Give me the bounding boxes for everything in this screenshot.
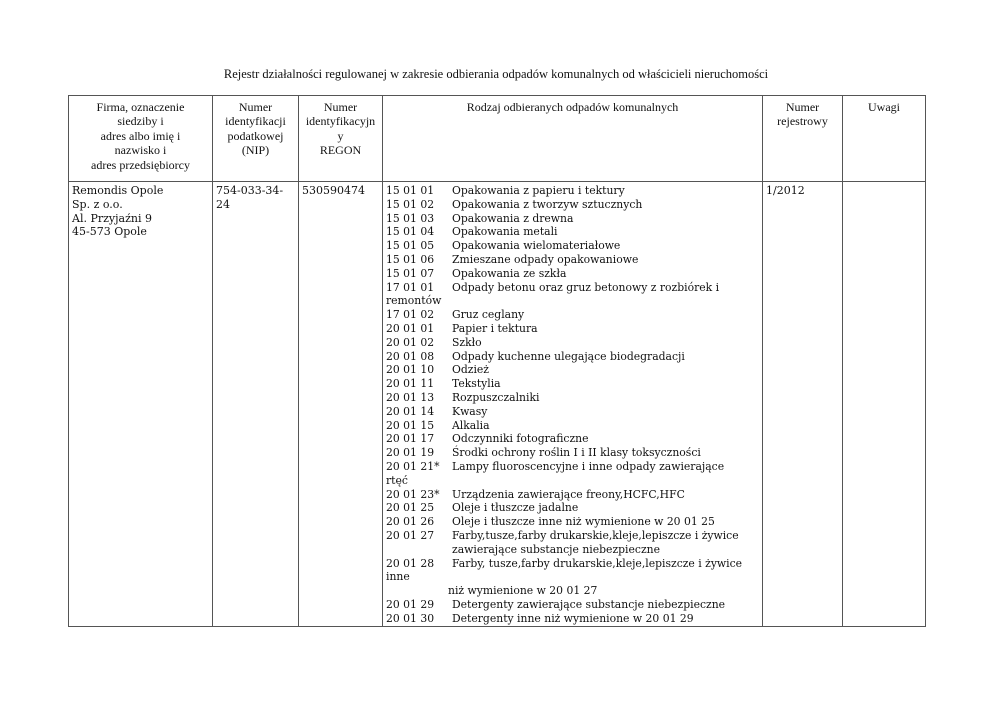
waste-code: 17 01 01 [386, 280, 435, 294]
cell-firm: Remondis Opole Sp. z o.o. Al. Przyjaźni 9 45-573 Opole [69, 182, 213, 627]
waste-line [386, 198, 762, 212]
header-regon: Numer identyfikacyjn y REGON [299, 96, 383, 182]
waste-code: 20 01 30 [386, 611, 435, 625]
waste-line [386, 239, 762, 253]
waste-continuation: niż wymienione w 20 01 27 [448, 584, 598, 598]
waste-description: Opakowania wielomateriałowe [452, 239, 621, 253]
waste-description: Detergenty inne niż wymienione w 20 01 29 [452, 611, 694, 625]
cell-notes [843, 182, 926, 627]
waste-line [386, 350, 762, 364]
waste-description: Opakowania metali [452, 225, 558, 239]
waste-description: Lampy fluoroscencyjne i inne odpady zawierające [452, 459, 725, 473]
waste-description: Detergenty zawierające substancje niebezpieczne [452, 597, 726, 611]
waste-code: 20 01 13 [386, 390, 435, 404]
waste-description: Odpady kuchenne ulegające biodegradacji [452, 349, 685, 363]
waste-line [386, 446, 762, 460]
register-table [68, 95, 926, 627]
waste-description: Alkalia [452, 418, 490, 432]
waste-line [386, 308, 762, 322]
waste-description: Środki ochrony roślin I i II klasy toksyczności [452, 446, 701, 460]
waste-description: Opakowania z drewna [452, 211, 574, 225]
waste-line [386, 612, 762, 626]
waste-description: Opakowania z tworzyw sztucznych [452, 197, 643, 211]
waste-line [386, 405, 762, 419]
waste-code: 20 01 15 [386, 418, 435, 432]
waste-code: 20 01 27 [386, 528, 435, 542]
waste-code: 20 01 19 [386, 446, 435, 460]
waste-line [386, 529, 762, 543]
waste-description: Oleje i tłuszcze jadalne [452, 501, 579, 515]
waste-list [383, 182, 762, 626]
waste-description: Odpady betonu oraz gruz betonowy z rozbiórek i [452, 280, 720, 294]
waste-code: 20 01 11 [386, 377, 435, 391]
waste-line [386, 501, 762, 515]
cell-waste [383, 182, 763, 627]
waste-line [386, 281, 762, 295]
waste-code: 20 01 21* [386, 459, 440, 473]
waste-code: 20 01 01 [386, 321, 435, 335]
waste-line [386, 419, 762, 433]
waste-continuation: remontów [386, 294, 442, 308]
waste-description: Zmieszane odpady opakowaniowe [452, 252, 639, 266]
waste-continuation: inne [386, 570, 410, 584]
waste-code: 17 01 02 [386, 308, 435, 322]
waste-description: Opakowania ze szkła [452, 266, 567, 280]
header-reg-no: Numer rejestrowy [763, 96, 843, 182]
waste-code: 15 01 03 [386, 211, 435, 225]
table-row [69, 182, 926, 627]
waste-line [386, 184, 762, 198]
header-firm: Firma, oznaczenie siedziby i adres albo imię i nazwisko i adres przedsiębiorcy [69, 96, 213, 182]
waste-line [386, 557, 762, 571]
waste-line [386, 432, 762, 446]
waste-line [386, 488, 762, 502]
waste-code: 15 01 01 [386, 184, 435, 197]
waste-code: 20 01 29 [386, 597, 435, 611]
waste-description: Farby,tusze,farby drukarskie,kleje,lepiszcze i żywice [452, 528, 739, 542]
waste-description: Gruz ceglany [452, 308, 525, 322]
document-title: Rejestr działalności regulowanej w zakresie odbierania odpadów komunalnych od właścicieli nieruchomości [223, 67, 769, 81]
waste-description: Papier i tektura [452, 321, 538, 335]
waste-code: 20 01 02 [386, 335, 435, 349]
cell-nip: 754-033-34- 24 [213, 182, 299, 627]
header-notes: Uwagi [843, 96, 926, 182]
cell-reg-no: 1/2012 [763, 182, 843, 627]
waste-description: Farby, tusze,farby drukarskie,kleje,lepiszcze i żywice [452, 556, 743, 570]
waste-description: Opakowania z papieru i tektury [452, 184, 625, 197]
waste-code: 15 01 07 [386, 266, 435, 280]
header-nip: Numer identyfikacji podatkowej (NIP) [213, 96, 299, 182]
waste-description: Odzież [452, 363, 489, 377]
waste-description: Oleje i tłuszcze inne niż wymienione w 20 01 25 [452, 515, 715, 529]
waste-description: Odczynniki fotograficzne [452, 432, 589, 446]
waste-line [386, 267, 762, 281]
header-waste: Rodzaj odbieranych odpadów komunalnych [383, 96, 763, 182]
waste-description: Tekstylia [452, 377, 501, 391]
waste-code: 15 01 06 [386, 252, 435, 266]
header-row [69, 96, 926, 182]
waste-line [386, 598, 762, 612]
waste-line [386, 515, 762, 529]
waste-line [386, 322, 762, 336]
waste-description: Kwasy [452, 404, 488, 418]
waste-code: 20 01 23* [386, 487, 440, 501]
waste-line [386, 225, 762, 239]
waste-code: 15 01 04 [386, 225, 435, 239]
waste-continuation: zawierające substancje niebezpieczne [452, 542, 660, 556]
waste-code: 20 01 08 [386, 349, 435, 363]
waste-code: 15 01 02 [386, 197, 435, 211]
waste-line [386, 391, 762, 405]
waste-code: 20 01 28 [386, 556, 435, 570]
waste-code: 20 01 25 [386, 501, 435, 515]
waste-code: 20 01 26 [386, 515, 435, 529]
waste-description: Urządzenia zawierające freony,HCFC,HFC [452, 487, 685, 501]
waste-line [386, 363, 762, 377]
waste-code: 20 01 17 [386, 432, 435, 446]
waste-line [386, 336, 762, 350]
waste-description: Rozpuszczalniki [452, 390, 540, 404]
waste-line [386, 212, 762, 226]
waste-code: 20 01 14 [386, 404, 435, 418]
waste-code: 15 01 05 [386, 239, 435, 253]
waste-code: 20 01 10 [386, 363, 435, 377]
waste-description: Szkło [452, 335, 482, 349]
waste-line [386, 460, 762, 474]
waste-continuation: rtęć [386, 473, 408, 487]
waste-line [386, 377, 762, 391]
cell-regon: 530590474 [299, 182, 383, 627]
waste-line [386, 253, 762, 267]
